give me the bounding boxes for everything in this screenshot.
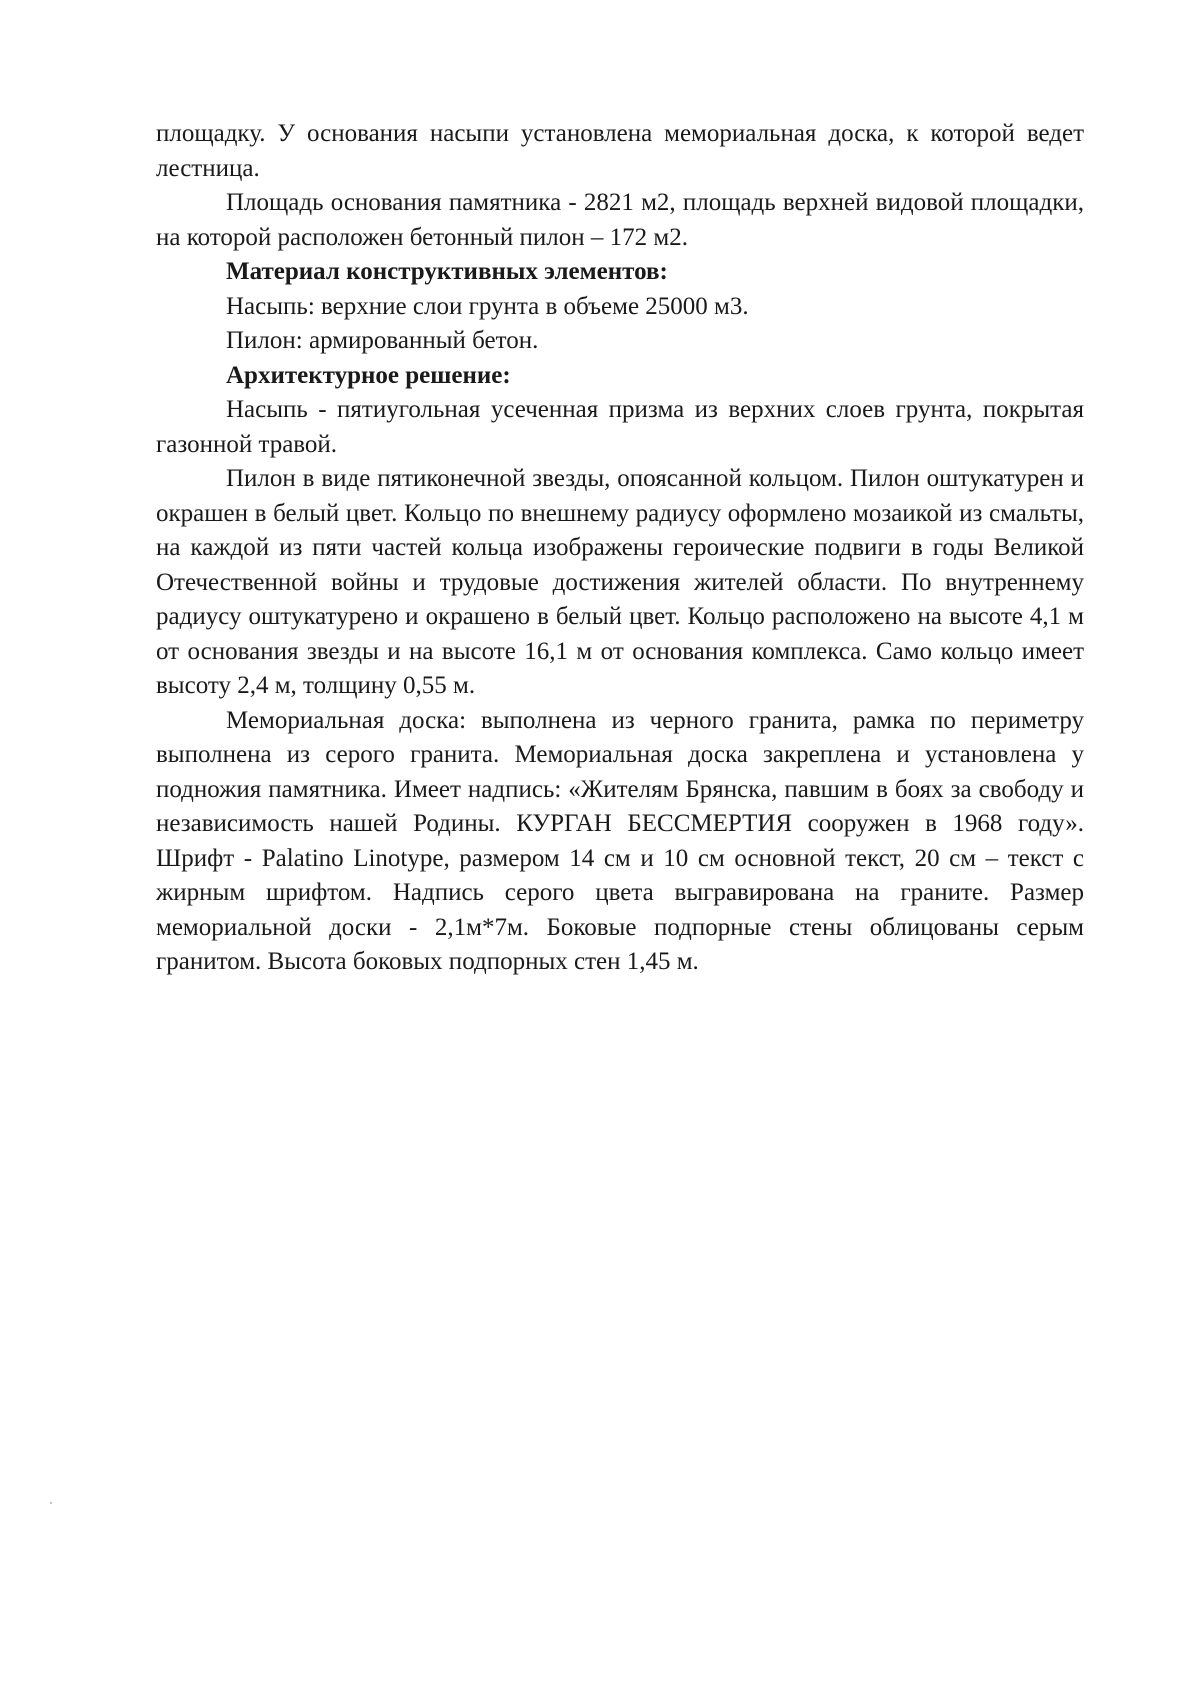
paragraph-embankment: Насыпь - пятиугольная усеченная призма из верхних слоев грунта, покрытая газонной травой. <box>156 396 1084 458</box>
document-body <box>156 117 1084 980</box>
line-pylon-material: Пилон: армированный бетон. <box>226 327 539 354</box>
paragraph-plaque: Мемориальная доска: выполнена из черного гранита, рамка по периметру выполнена из серого гранита. Мемориальная доска закреплена и установлена у подножия памятника. Имеет надпись: «Жителям Брянска, павшим в боях за свободу и независимость нашей Родины. КУРГАН БЕССМЕРТИЯ сооружен в 1968 году». Шрифт - Palatino Linotype, размером 14 см и 10 см основной текст, 20 см – текст с жирным шрифтом. Надпись серого цвета выгравирована на граните. Размер мемориальной доски - 2,1м*7м. Боковые подпорные стены облицованы серым гранитом. Высота боковых подпорных стен 1,45 м. <box>156 706 1084 975</box>
paragraph-continuation: площадку. У основания насыпи установлена мемориальная доска, к которой ведет лестница. <box>156 120 1084 182</box>
paragraph-pylon: Пилон в виде пятиконечной звезды, опоясанной кольцом. Пилон оштукатурен и окрашен в белый цвет. Кольцо по внешнему радиусу оформлено мозаикой из смальты, на каждой из пяти частей кольца изображены героические подвиги в годы Великой Отечественной войны и трудовые достижения жителей области. По внутреннему радиусу оштукатурено и окрашено в белый цвет. Кольцо расположено на высоте 4,1 м от основания звезды и на высоте 16,1 м от основания комплекса. Само кольцо имеет высоту 2,4 м, толщину 0,55 м. <box>156 465 1084 699</box>
line-embankment-material: Насыпь: верхние слои грунта в объеме 25000 м3. <box>226 292 749 320</box>
heading-architecture: Архитектурное решение: <box>226 361 511 389</box>
paragraph-area: Площадь основания памятника - 2821 м2, площадь верхней видовой площадки, на которой расположен бетонный пилон – 172 м2. <box>156 189 1084 251</box>
heading-materials: Материал конструктивных элементов: <box>226 258 668 285</box>
scan-speck <box>50 1502 52 1504</box>
